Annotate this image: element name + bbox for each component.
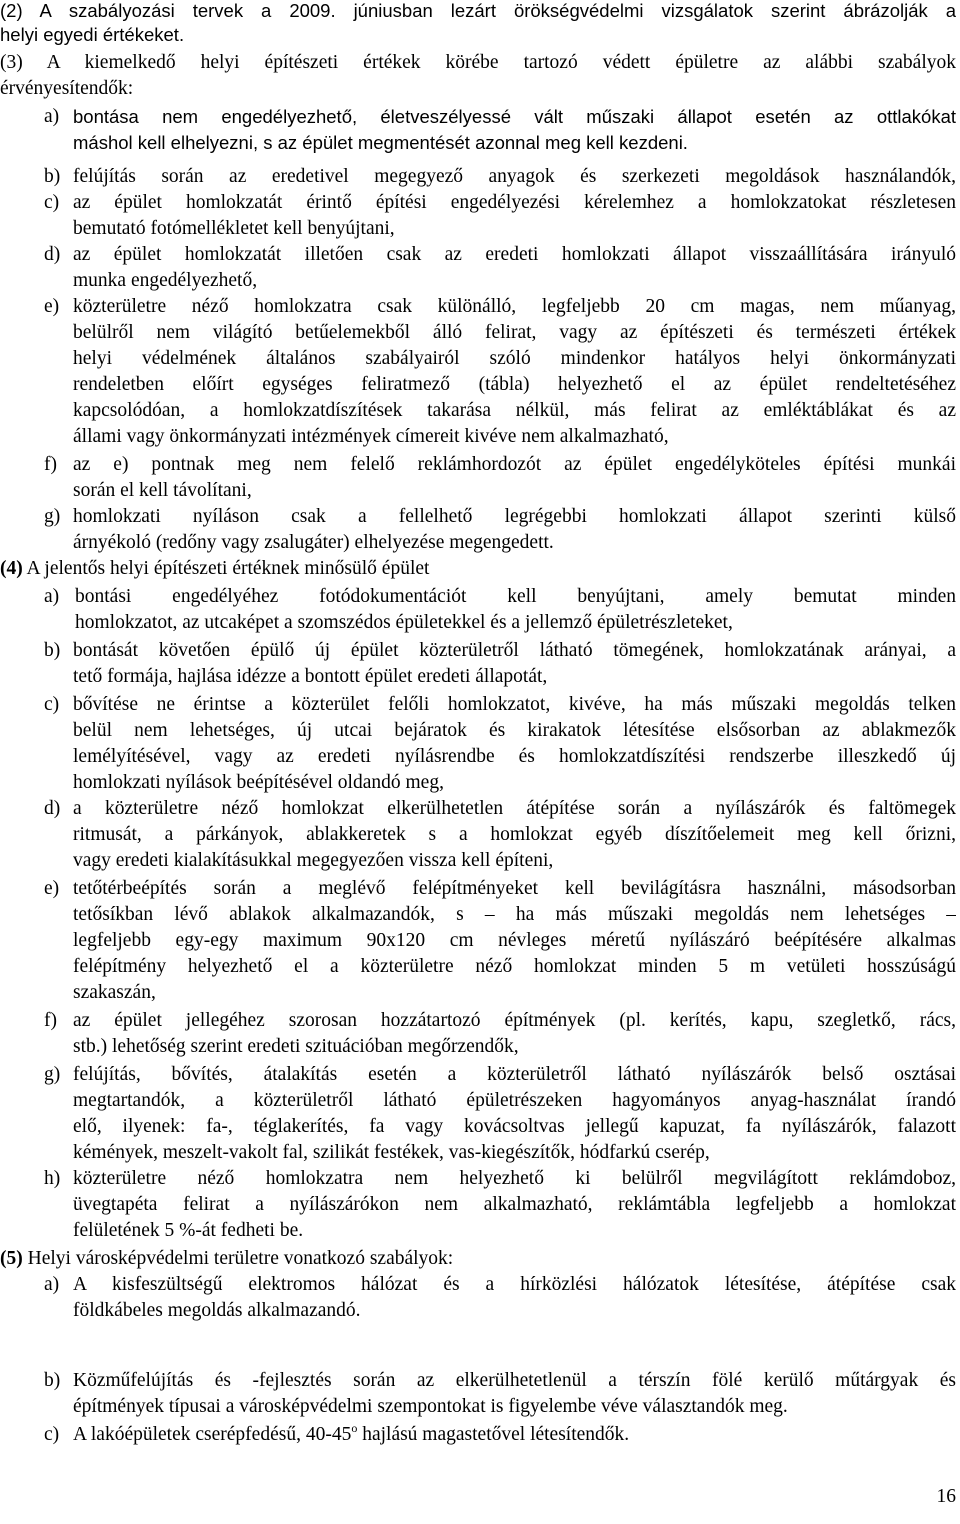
section-5-item-a-line-2: földkábeles megoldás alkalmazandó. — [73, 1300, 361, 1321]
section-3-item-g-label: g) — [44, 506, 61, 527]
section-3-item-e-line-1: közterületre néző homlokzatra csak különálló, legfeljebb 20 cm magas, nem műanyag, — [73, 296, 956, 317]
section-4-item-e-label: e) — [44, 878, 60, 899]
section-3-item-f-line-2: során el kell távolítani, — [73, 480, 252, 501]
section-3-item-e-line-4: rendeletben előírt egységes feliratmező (tábla) helyezhető el az épület rendeltetéséhez — [73, 374, 956, 395]
section-5-item-b-label: b) — [44, 1370, 61, 1391]
section-4-item-a-label: a) — [44, 586, 60, 607]
section-4-item-e-line-5: szakaszán, — [73, 982, 156, 1003]
section-3-item-e-line-5: kapcsolódóan, a homlokzatdíszítések takarása nélkül, más felirat az emléktáblákat és az — [73, 400, 956, 421]
section-5-intro-text: Helyi városképvédelmi területre vonatkozó szabályok: — [22, 1248, 454, 1269]
section-4-item-f-line-2: stb.) lehetőség szerint eredeti szituációban megőrzendők, — [73, 1036, 519, 1057]
section-3-item-c-label: c) — [44, 192, 60, 213]
section-5-item-b-line-1: Közműfelújítás és -fejlesztés során az elkerülhetetlenül a térszín fölé kerülő műtárgyak és — [73, 1370, 956, 1391]
section-4-item-d-line-3: vagy eredeti kialakításukkal megegyezően vissza kell építeni, — [73, 850, 554, 871]
section-3-item-d-label: d) — [44, 244, 61, 265]
section-4-item-f-label: f) — [44, 1010, 57, 1031]
section-3-item-b-label: b) — [44, 166, 61, 187]
section-4-item-e-line-1: tetőtérbeépítés során a meglévő felépítményeket kell bevilágításra használni, másodsorban — [73, 878, 956, 899]
section-2-line-2: helyi egyedi értékeket. — [0, 24, 185, 45]
section-3-item-c-line-2: bemutató fotómellékletet kell benyújtani, — [73, 218, 395, 239]
section-4-item-h-line-3: felületének 5 %-át fedheti be. — [73, 1220, 304, 1241]
section-2-line-1: (2) A szabályozási tervek a 2009. júniusban lezárt örökségvédelmi vizsgálatok szerint ábrázolják a — [0, 0, 956, 21]
section-3-item-b-line-1: felújítás során az eredetivel megegyező anyagok és szerkezeti megoldások használandók, — [73, 166, 956, 187]
section-4-item-f-line-1: az épület jellegéhez szorosan hozzátartozó építmények (pl. kerítés, kapu, szegletkő, rács, — [73, 1010, 956, 1031]
section-4-item-g-line-2: megtartandók, a közterületről látható épületrészeken hagyományos anyag-használat írandó — [73, 1090, 956, 1111]
page-number: 16 — [936, 1486, 956, 1507]
section-3-item-e-line-6: állami vagy önkormányzati intézmények címereit kivéve nem alkalmazható, — [73, 426, 669, 447]
section-4-item-b-line-1: bontását követően épülő új épület közterületről látható tömegének, homlokzatának arányai, a — [73, 640, 956, 661]
section-3-item-g-line-2: árnyékoló (redőny vagy zsalugáter) elhelyezése megengedett. — [73, 532, 554, 553]
section-4-number: (4) — [0, 558, 23, 579]
section-3-item-e-line-3: helyi védelmének általános szabályairól szóló mindenkor hatályos helyi önkormányzati — [73, 348, 956, 369]
section-4-item-h-label: h) — [44, 1168, 61, 1189]
section-3-item-e-label: e) — [44, 296, 60, 317]
section-3-item-a-line-2: máshol kell elhelyezni, s az épület megmentését azonnal meg kell kezdeni. — [73, 132, 688, 153]
section-3-item-g-line-1: homlokzati nyíláson csak a fellelhető legrégebbi homlokzati állapot szerinti külső — [73, 506, 956, 527]
section-3-item-d-line-2: munka engedélyezhető, — [73, 270, 258, 291]
section-5-item-a-line-1: A kisfeszültségű elektromos hálózat és a hírközlési hálózatok létesítése, átépítése csak — [73, 1274, 956, 1295]
section-4-item-c-line-2: belül nem lehetséges, új utcai bejáratok és kirakatok létesítése elsősorban az ablakmezők — [73, 720, 956, 741]
section-5-item-c-text-end: hajlású magastetővel létesítendők. — [357, 1424, 630, 1445]
section-5-item-b-line-2: építmények típusai a városképvédelmi szempontokat is figyelembe véve választandók meg. — [73, 1396, 788, 1417]
section-4-item-e-line-4: felépítmény helyezhető el a közterületre néző homlokzat minden 5 m vetületi hosszúságú — [73, 956, 956, 977]
section-4-item-d-line-2: ritmusát, a párkányok, ablakkeretek s a homlokzat egyéb díszítőelemeit meg kell őrizni, — [73, 824, 956, 845]
section-4-item-c-line-1: bővítése ne érintse a közterület felőli homlokzatot, kivéve, ha más műszaki megoldás telken — [73, 694, 956, 715]
section-4-item-a-line-2: homlokzatot, az utcaképet a szomszédos épületekkel és a jellemző épületrészleteket, — [75, 612, 733, 633]
section-4-item-g-label: g) — [44, 1064, 61, 1085]
section-4-item-g-line-3: elő, ilyenek: fa-, téglakerítés, fa vagy kovácsoltvas jellegű kapuzat, fa nyílászárók, falazott — [73, 1116, 956, 1137]
section-3-item-f-label: f) — [44, 454, 57, 475]
section-4-item-e-line-3: legfeljebb egy-egy maximum 90x120 cm névleges méretű nyílászáró beépítésére alkalmas — [73, 930, 956, 951]
section-4-item-g-line-1: felújítás, bővítés, átalakítás esetén a közterületről látható nyílászárók belső osztásai — [73, 1064, 956, 1085]
section-3-item-f-line-1: az e) pontnak meg nem felelő reklámhordozót az épület engedélyköteles építési munkái — [73, 454, 956, 475]
section-5-item-c-line-1 — [73, 1422, 956, 1448]
section-4-item-h-line-1: közterületre néző homlokzatra nem helyezhető ki belülről megvilágított reklámdoboz, — [73, 1168, 956, 1189]
section-5-number: (5) — [0, 1248, 23, 1269]
section-5-intro — [0, 1246, 956, 1272]
section-3-item-e-line-2: belülről nem világító betűelemekből álló felirat, vagy az építészeti és természeti értékek — [73, 322, 956, 343]
section-3-intro-line-2: érvényesítendők: — [0, 78, 134, 99]
section-4-item-a-line-1: bontási engedélyéhez fotódokumentációt kell benyújtani, amely bemutat minden — [75, 586, 956, 607]
section-4-item-b-label: b) — [44, 640, 61, 661]
section-5-item-c-label: c) — [44, 1424, 60, 1445]
section-3-item-a-label: a) — [44, 106, 60, 127]
section-4-item-c-line-3: lemélyítésével, vagy az eredeti nyílásrendbe és homlokzatdíszítési rendszerbe illeszkedő új — [73, 746, 956, 767]
section-3-intro-line-1: (3) A kiemelkedő helyi építészeti értékek körébe tartozó védett épületre az alábbi szabályok — [0, 52, 956, 73]
degree-superscript: o — [351, 1422, 358, 1435]
section-4-item-g-line-4: kémények, meszelt-vakolt fal, szilikát festékek, vas-kiegészítők, hódfarkú cserép, — [73, 1142, 710, 1163]
section-3-item-d-line-1: az épület homlokzatát illetően csak az eredeti homlokzati állapot visszaállítására irányuló — [73, 244, 956, 265]
section-5-item-a-label: a) — [44, 1274, 60, 1295]
section-4-intro — [0, 556, 956, 582]
section-4-item-e-line-2: tetősíkban lévő ablakok alkalmazandók, s – ha más műszaki megoldás nem lehetséges – — [73, 904, 956, 925]
section-4-item-d-line-1: a közterületre néző homlokzat elkerülhetetlen átépítése során a nyílászárók és faltömegek — [73, 798, 956, 819]
section-4-item-b-line-2: tető formája, hajlása idézze a bontott épület eredeti állapotát, — [73, 666, 548, 687]
section-4-intro-text: A jelentős helyi építészeti értéknek minősülő épület — [22, 558, 430, 579]
section-4-item-d-label: d) — [44, 798, 61, 819]
section-5-item-c-text: A lakóépületek cserépfedésű, 40-45 — [73, 1424, 352, 1445]
section-4-item-h-line-2: üvegtapéta felirat a nyílászárókon nem alkalmazható, reklámtábla legfeljebb a homlokzat — [73, 1194, 956, 1215]
section-4-item-c-label: c) — [44, 694, 60, 715]
section-4-item-c-line-4: homlokzati nyílások beépítésével oldandó meg, — [73, 772, 444, 793]
section-3-item-a-line-1: bontása nem engedélyezhető, életveszélyessé vált műszaki állapot esetén az ottlakókat — [73, 106, 956, 127]
section-3-item-c-line-1: az épület homlokzatát érintő építési engedélyezési kérelemhez a homlokzatokat részletesen — [73, 192, 956, 213]
